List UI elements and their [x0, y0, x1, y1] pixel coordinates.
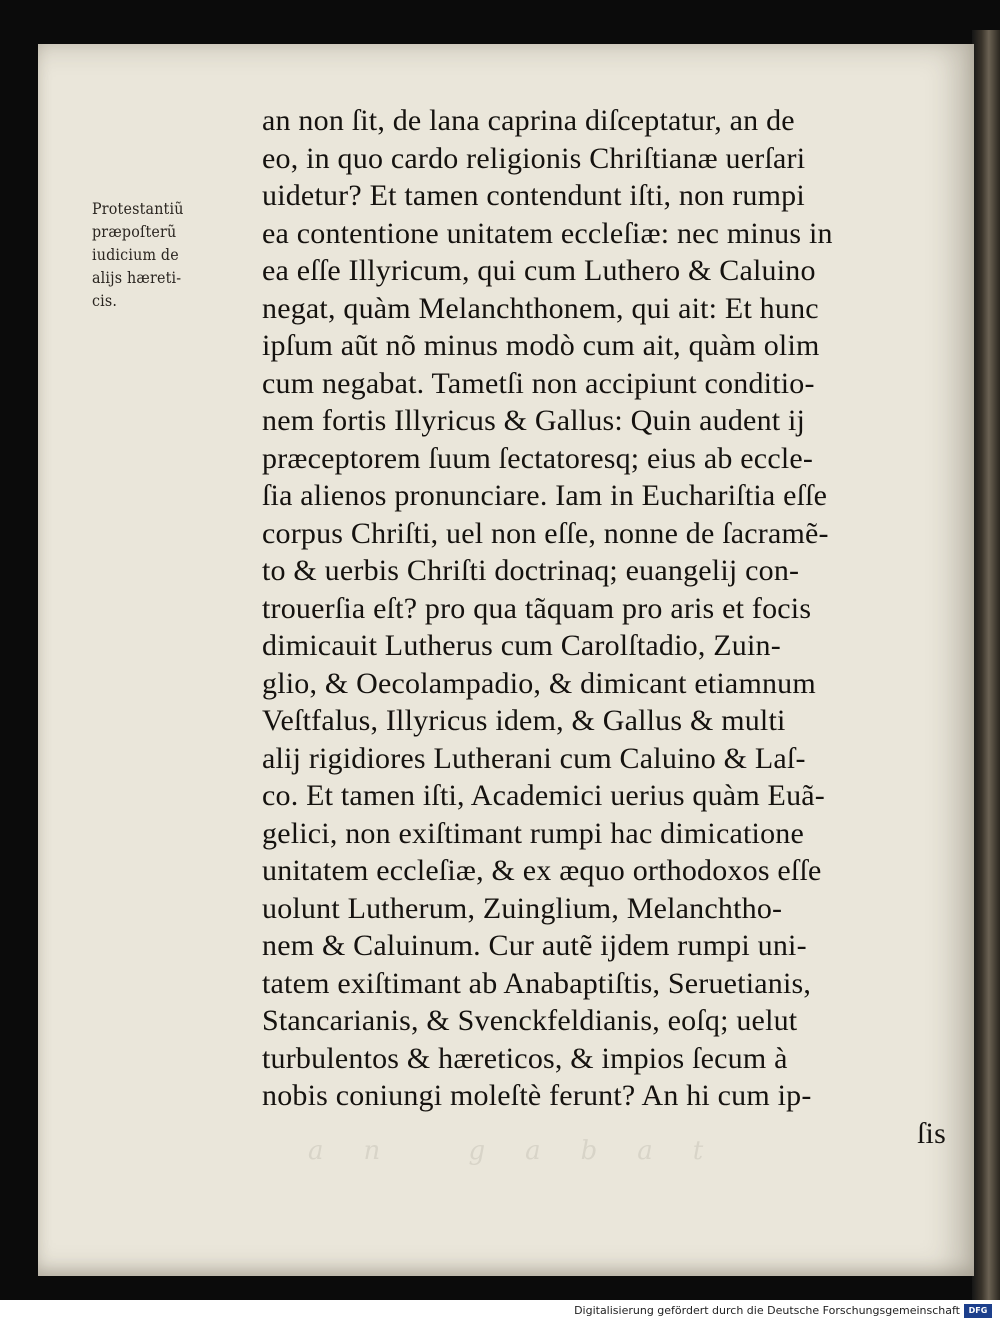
text-line: negat, quàm Melanchthonem, qui ait: Et hunc — [262, 291, 819, 325]
text-line: uidetur? Et tamen contendunt iſti, non rumpi — [262, 179, 805, 212]
text-line: nobis coniungi moleſtè ferunt? An hi cum ip- — [262, 1079, 812, 1112]
text-line: co. Et tamen iſti, Academici uerius quàm Euã- — [262, 779, 825, 812]
text-line: turbulentos & hæreticos, & impios ſecum à — [262, 1041, 788, 1075]
text-line: tatem exiſtimant ab Anabaptiſtis, Seruetianis, — [262, 966, 812, 1000]
dfg-logo-icon: DFG — [964, 1304, 992, 1318]
text-line: ſia alienos pronunciare. Iam in Euchariſtia eſſe — [262, 479, 828, 512]
marginal-note-line: Protestantiũ — [92, 200, 184, 218]
text-line: nem fortis Illyricus & Gallus: Quin audent ij — [262, 404, 806, 437]
text-line: ea eſſe Illyricum, qui cum Luthero & Caluino — [262, 254, 816, 287]
text-line: an non ſit, de lana caprina diſceptatur, an de — [262, 104, 795, 137]
marginal-note-line: iudicium de — [92, 246, 179, 264]
marginal-note-line: præpoſterũ — [92, 223, 177, 241]
text-line: to & uerbis Chriſti doctrinaq; euangelij con- — [262, 554, 800, 587]
text-line: nem & Caluinum. Cur autẽ ijdem rumpi uni- — [262, 929, 807, 962]
text-line: glio, & Oecolampadio, & dimicant etiamnum — [262, 666, 816, 700]
footer-bar — [0, 1300, 1000, 1322]
text-line: ipſum aũt nõ minus modò cum ait, quàm olim — [262, 329, 820, 362]
marginal-note-line: cis. — [92, 292, 118, 310]
text-line: Stancarianis, & Svenckfeldianis, eoſq; uelut — [262, 1004, 798, 1037]
text-line: præceptorem ſuum ſectatoresq; eius ab eccle- — [262, 441, 814, 475]
show-through-text: an gabat — [308, 1136, 744, 1166]
marginal-note-line: alijs hæreti- — [92, 269, 182, 287]
book-page-edge — [972, 30, 1000, 1300]
marginal-note — [92, 198, 254, 313]
text-line: unitatem eccleſiæ, & ex æquo orthodoxos eſſe — [262, 854, 822, 887]
text-line: gelici, non exiſtimant rumpi hac dimicatione — [262, 816, 804, 850]
text-line: corpus Chriſti, uel non eſſe, nonne de ſacramẽ- — [262, 516, 829, 550]
text-line: cum negabat. Tametſi non accipiunt conditio- — [262, 366, 815, 400]
main-text-block — [262, 102, 962, 1152]
text-line: trouerſia eſt? pro qua tãquam pro aris et focis — [262, 591, 812, 625]
funding-notice: Digitalisierung gefördert durch die Deutsche Forschungsgemeinschaft — [574, 1304, 960, 1317]
text-line: uolunt Lutherum, Zuinglium, Melanchtho- — [262, 891, 783, 925]
text-line: Veſtfalus, Illyricus idem, & Gallus & multi — [262, 704, 786, 737]
text-line: eo, in quo cardo religionis Chriſtianæ uerſari — [262, 141, 806, 175]
text-line: dimicauit Lutherus cum Carolſtadio, Zuin- — [262, 629, 781, 662]
catchword: ſis — [917, 1116, 946, 1150]
text-line: ea contentione unitatem eccleſiæ: nec minus in — [262, 216, 833, 250]
text-line: alij rigidiores Lutherani cum Caluino & Laſ- — [262, 741, 806, 775]
